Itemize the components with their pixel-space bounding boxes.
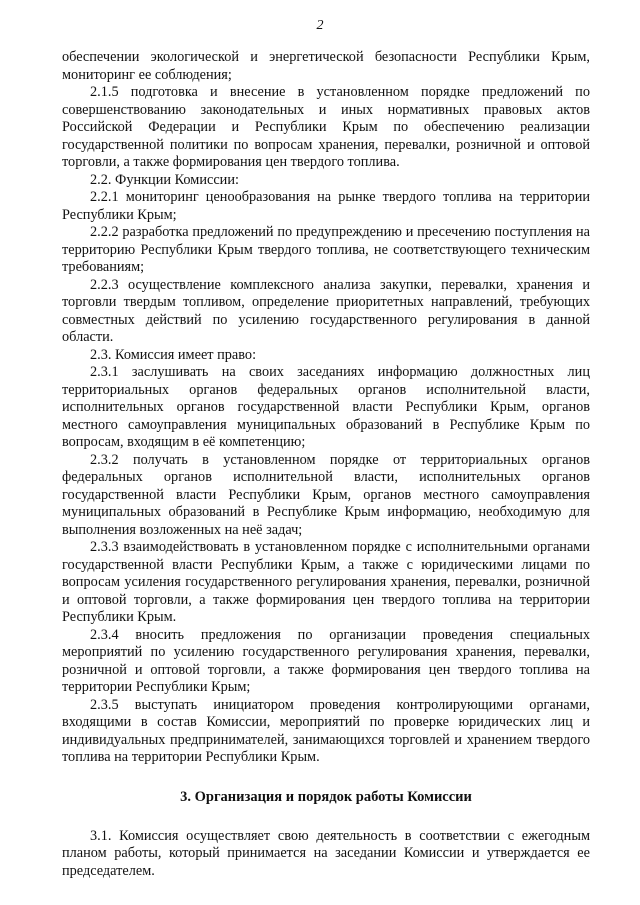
document-body	[62, 49, 590, 880]
paragraph-continuation: обеспечении экологической и энергетической безопасности Республики Крым, мониторинг ее соблюдения;	[62, 49, 590, 83]
paragraph-2-3-3: 2.3.3 взаимодействовать в установленном порядке с исполнительными органами государственной власти Республики Крым, а также с юридическими лицами по вопросам усиления государственного регулирования хранения, перевалки, розничной и оптовой торговли, а также формирования цен твердого топлива на территории Республики Крым.	[62, 539, 590, 625]
page-number: 2	[316, 18, 324, 33]
paragraph-2-2-heading: 2.2. Функции Комиссии:	[90, 171, 239, 188]
paragraph-2-3-2: 2.3.2 получать в установленном порядке от территориальных органов федеральных органов исполнительной власти, исполнительных органов государственной власти Республики Крым, органов местного самоуправления муниципальных образований в Республике Крым информацию, необходимую для выполнения возложенных на неё задач;	[62, 451, 590, 538]
paragraph-2-2-3: 2.2.3 осуществление комплексного анализа закупки, перевалки, хранения и торговли твердым топливом, определение приоритетных направлений, требующих совместных действий по усилению государственного регулирования в данной области.	[62, 276, 590, 345]
paragraph-2-2-1: 2.2.1 мониторинг ценообразования на рынке твердого топлива на территории Республики Крым;	[62, 189, 590, 223]
paragraph-3-1: 3.1. Комиссия осуществляет свою деятельность в соответствии с ежегодным планом работы, который принимается на заседании Комиссии и утверждается ее председателем.	[62, 827, 590, 879]
paragraph-2-3-heading: 2.3. Комиссия имеет право:	[90, 346, 257, 363]
paragraph-2-2-2: 2.2.2 разработка предложений по предупреждению и пресечению поступления на территорию Республики Крым твердого топлива, не соответствующего техническим требованиям;	[62, 224, 590, 275]
paragraph-2-3-5: 2.3.5 выступать инициатором проведения контролирующими органами, входящими в состав Комиссии, мероприятий по проверке юридических лиц и индивидуальных предпринимателей, занимающихся торговлей и хранением твердого топлива на территории Республики Крым.	[62, 696, 590, 765]
paragraph-2-1-5: 2.1.5 подготовка и внесение в установленном порядке предложений по совершенствованию законодательных и иных нормативных правовых актов Российской Федерации и Республики Крым по обеспечению реализации государственной политики по вопросам хранения, перевалки, розничной и оптовой торговли, а также формирования цен твердого топлива.	[62, 84, 590, 170]
paragraph-2-3-1: 2.3.1 заслушивать на своих заседаниях информацию должностных лиц территориальных органов федеральных органов исполнительной власти, исполнительных органов государственной власти Республики Крым, органов местного самоуправления муниципальных образований в Республике Крым по вопросам, входящим в её компетенцию;	[62, 364, 590, 450]
paragraph-2-3-4: 2.3.4 вносить предложения по организации проведения специальных мероприятий по усилению государственного регулирования хранения, перевалки, розничной и оптовой торговли, а также формирования цен твердого топлива на территории Республики Крым;	[62, 626, 590, 695]
section-heading: 3. Организация и порядок работы Комиссии	[180, 788, 472, 805]
